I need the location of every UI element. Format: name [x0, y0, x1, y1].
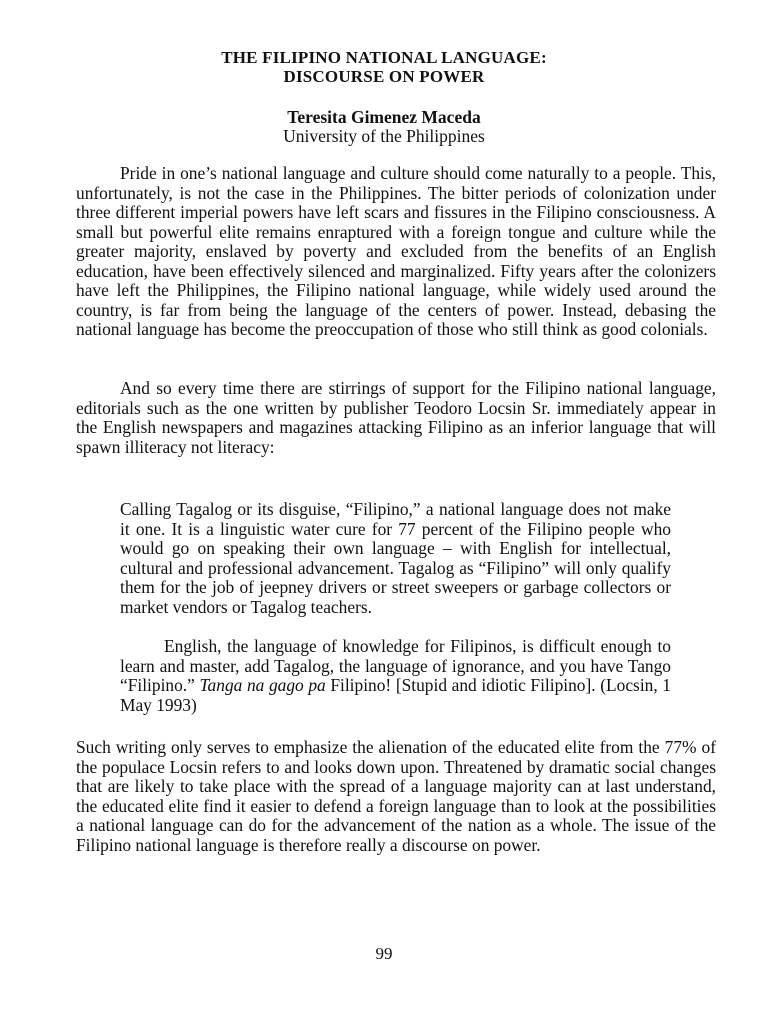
block-quote-2 [120, 637, 671, 715]
title-line-2: DISCOURSE ON POWER [283, 67, 485, 86]
author-affiliation: University of the Philippines [283, 126, 485, 146]
author-name: Teresita Gimenez Maceda [287, 107, 481, 127]
paragraph-3: Such writing only serves to emphasize the alienation of the educated elite from the 77% of the populace Locsin refers to and looks down upon. Threatened by dramatic social changes that are likely to take place with the spread of a language majority can at last understand, the educated elite find it easier to defend a foreign language than to look at the possibilities a national language can do for the advancement of the nation as a whole. The issue of the Filipino national language is therefore really a discourse on power. [76, 737, 716, 855]
quote-2-start: English, the language of knowledge for Filipinos, is difficult enough to learn and master, add Tagalog, the language of ignorance, and you have Tango “Filipino.” [120, 636, 671, 695]
paragraph-1: Pride in one’s national language and culture should come naturally to a people. This, unfortunately, is not the case in the Philippines. The bitter periods of colonization under three different imperial powers have left scars and fissures in the Filipino consciousness. A small but powerful elite remains enraptured with a foreign tongue and culture while the greater majority, enslaved by poverty and excluded from the benefits of an English education, have been effectively silenced and marginalized. Fifty years after the colonizers have left the Philippines, the Filipino national language, while widely used around the country, is far from being the language of the centers of power. Instead, debasing the national language has become the preoccupation of those who still think as good colonials. [76, 163, 716, 339]
quote-2-end: Filipino! [Stupid and idiotic Filipino]. (Locsin, 1 May 1993) [120, 675, 672, 715]
quote-2-italic: Tanga na gago pa [199, 675, 326, 695]
paragraph-2: And so every time there are stirrings of support for the Filipino national language, editorials such as the one written by publisher Teodoro Locsin Sr. immediately appear in the English newspapers and magazines attacking Filipino as an inferior language that will spawn illiteracy not literacy: [76, 378, 716, 457]
page-number: 99 [375, 944, 393, 963]
block-quote-1: Calling Tagalog or its disguise, “Filipino,” a national language does not make it one. It is a linguistic water cure for 77 percent of the Filipino people who would go on speaking their own language – with English for intellectual, cultural and professional advancement. Tagalog as “Filipino” will only qualify them for the job of jeepney drivers or street sweepers or garbage collectors or market vendors or Tagalog teachers. [120, 499, 671, 617]
title-line-1: THE FILIPINO NATIONAL LANGUAGE: [221, 48, 547, 67]
